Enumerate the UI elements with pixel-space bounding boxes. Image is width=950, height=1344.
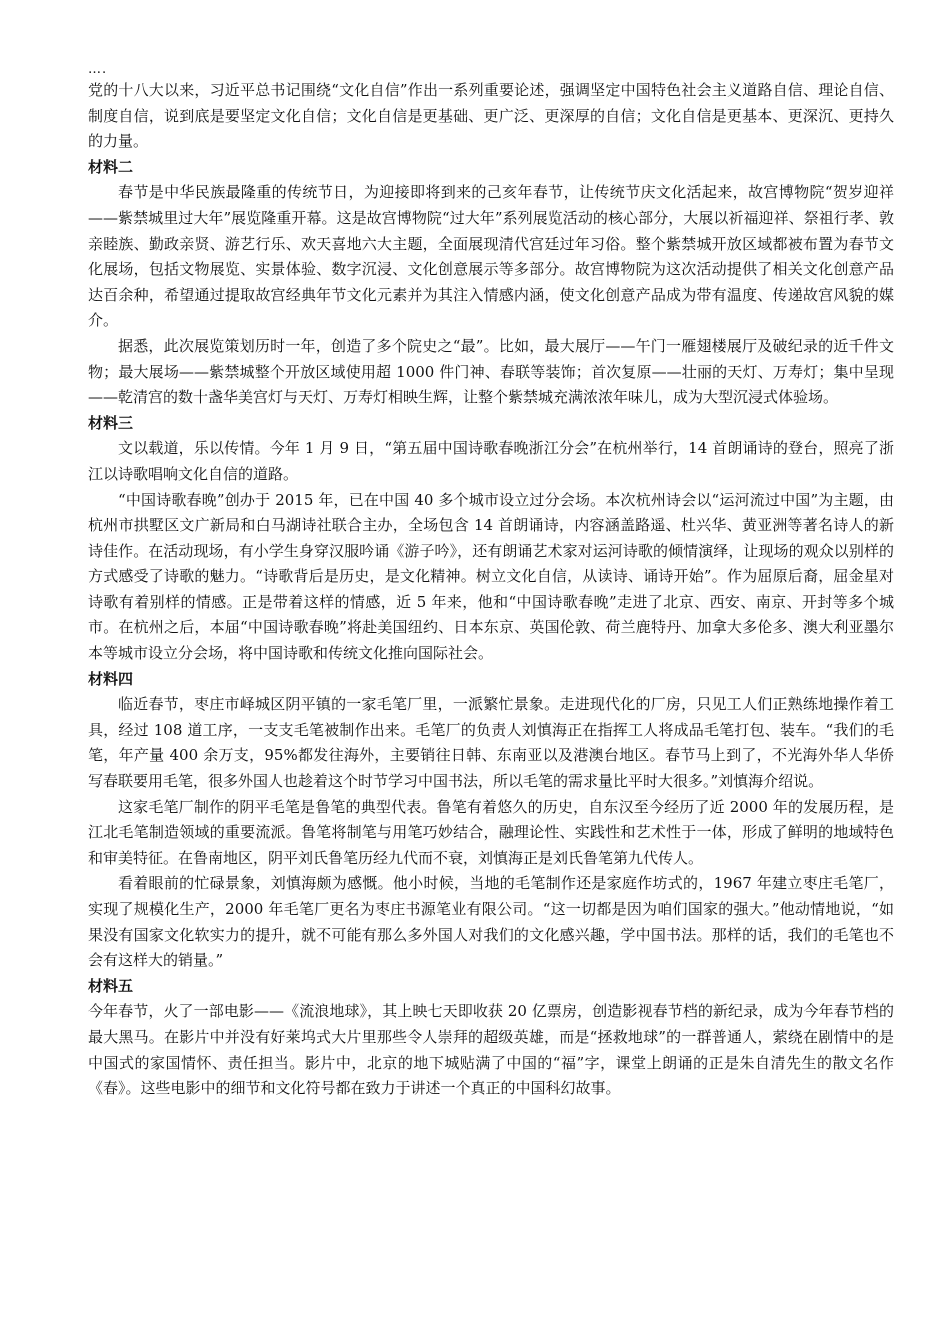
section-5-paragraph: 今年春节，火了一部电影——《流浪地球》，其上映七天即收获 20 亿票房，创造影视春节档的新纪录，成为今年春节档的最大黑马。在影片中并没有好莱坞式大片里那些令人崇拜的超级英雄，而是“拯救地球”的一群普通人，萦绕在剧情中的是中国式的家国情怀、责任担当。影片中，北京的地下城贴满了中国的“福”字，课堂上朗诵的正是朱自清先生的散文名作《春》。这些电影中的细节和文化符号都在致力于讲述一个真正的中国科幻故事。: [88, 1002, 894, 1098]
section-3-paragraph-2: “中国诗歌春晚”创办于 2015 年，已在中国 40 多个城市设立过分会场。本次杭州诗会以“运河流过中国”为主题，由杭州市拱墅区文广新局和白马湖诗社联合主办，全场包含 14 首朗诵诗，内容涵盖路遥、杜兴华、黄亚洲等著名诗人的新诗佳作。在活动现场，有小学生身穿汉服吟诵《游子吟》，还有朗诵艺术家对运河诗歌的倾情演绎，让现场的观众以别样的方式感受了诗歌的魅力。“诗歌背后是历史，是文化精神。树立文化自信，从读诗、诵诗开始”。作为屈原后裔，屈金星对诗歌有着别样的情感。正是带着这样的情感，近 5 年来，他和“中国诗歌春晚”走进了北京、西安、南京、开封等多个城市。在杭州之后，本届“中国诗歌春晚”将赴美国纽约、日本东京、英国伦敦、荷兰鹿特丹、加拿大多伦多、澳大利亚墨尔本等城市设立分会场，将中国诗歌和传统文化推向国际社会。: [88, 490, 894, 663]
section-4-paragraph-2: 这家毛笔厂制作的阴平毛笔是鲁笔的典型代表。鲁笔有着悠久的历史，自东汉至今经历了近 2000 年的发展历程，是江北毛笔制造领域的重要流派。鲁笔将制笔与用笔巧妙结合，融理论性、实践性和艺术性于一体，形成了鲜明的地域特色和审美特征。在鲁南地区，阴平刘氏鲁笔历经九代而不衰，刘慎海正是刘氏鲁笔第九代传人。: [88, 797, 894, 867]
section-4-paragraph-1: 临近春节，枣庄市峄城区阴平镇的一家毛笔厂里，一派繁忙景象。走进现代化的厂房，只见工人们正熟练地操作着工具，经过 108 道工序，一支支毛笔被制作出来。毛笔厂的负责人刘慎海正在指挥工人将成品毛笔打包、装车。“我们的毛笔，年产量 400 余万支，95%都发往海外，主要销往日韩、东南亚以及港澳台地区。春节马上到了，不光海外华人华侨写春联要用毛笔，很多外国人也趁着这个时节学习中国书法，所以毛笔的需求量比平时大很多。”刘慎海介绍说。: [88, 695, 894, 791]
section-2-heading: 材料二: [88, 157, 134, 176]
section-3-heading: 材料三: [88, 413, 134, 432]
section-5-heading: 材料五: [88, 976, 134, 995]
top-ellipsis: ….: [88, 62, 108, 77]
document-page: [88, 62, 894, 1102]
intro-paragraph: 党的十八大以来，习近平总书记围绕“文化自信”作出一系列重要论述，强调坚定中国特色社会主义道路自信、理论自信、制度自信，说到底是要坚定文化自信；文化自信是更基础、更广泛、更深厚的自信；文化自信是更基本、更深沉、更持久的力量。: [88, 81, 894, 151]
section-4-heading: 材料四: [88, 669, 134, 688]
section-2-paragraph-2: 据悉，此次展览策划历时一年，创造了多个院史之“最”。比如，最大展厅——午门一雁翅楼展厅及破纪录的近千件文物；最大展场——紫禁城整个开放区域使用超 1000 件门神、春联等装饰；首次复原——壮丽的天灯、万寿灯；集中呈现——乾清宫的数十盏华美宫灯与天灯、万寿灯相映生辉，让整个紫禁城充满浓浓年味儿，成为大型沉浸式体验场。: [88, 336, 894, 407]
section-3-paragraph-1: 文以载道，乐以传情。今年 1 月 9 日，“第五届中国诗歌春晚浙江分会”在杭州举行，14 首朗诵诗的登台，照亮了浙江以诗歌唱响文化自信的道路。: [88, 439, 894, 483]
section-2-paragraph-1: 春节是中华民族最隆重的传统节日，为迎接即将到来的己亥年春节，让传统节庆文化活起来，故宫博物院“贺岁迎祥——紫禁城里过大年”展览隆重开幕。这是故宫博物院“过大年”系列展览活动的核心部分，大展以祈福迎祥、祭祖行孝、敦亲睦族、勤政亲贤、游艺行乐、欢天喜地六大主题，全面展现清代宫廷过年习俗。整个紫禁城开放区域都被布置为春节文化展场，包括文物展览、实景体验、数字沉浸、文化创意展示等多部分。故宫博物院为这次活动提供了相关文化创意产品达百余种，希望通过提取故宫经典年节文化元素并为其注入情感内涵，使文化创意产品成为带有温度、传递故宫风貌的媒介。: [88, 183, 894, 330]
section-4-paragraph-3: 看着眼前的忙碌景象，刘慎海颇为感慨。他小时候，当地的毛笔制作还是家庭作坊式的，1967 年建立枣庄毛笔厂，实现了规模化生产，2000 年毛笔厂更名为枣庄书源笔业有限公司。“这一切都是因为咱们国家的强大。”他动情地说，“如果没有国家文化软实力的提升，就不可能有那么多外国人对我们的文化感兴趣，学中国书法。那样的话，我们的毛笔也不会有这样大的销量。”: [88, 874, 894, 970]
